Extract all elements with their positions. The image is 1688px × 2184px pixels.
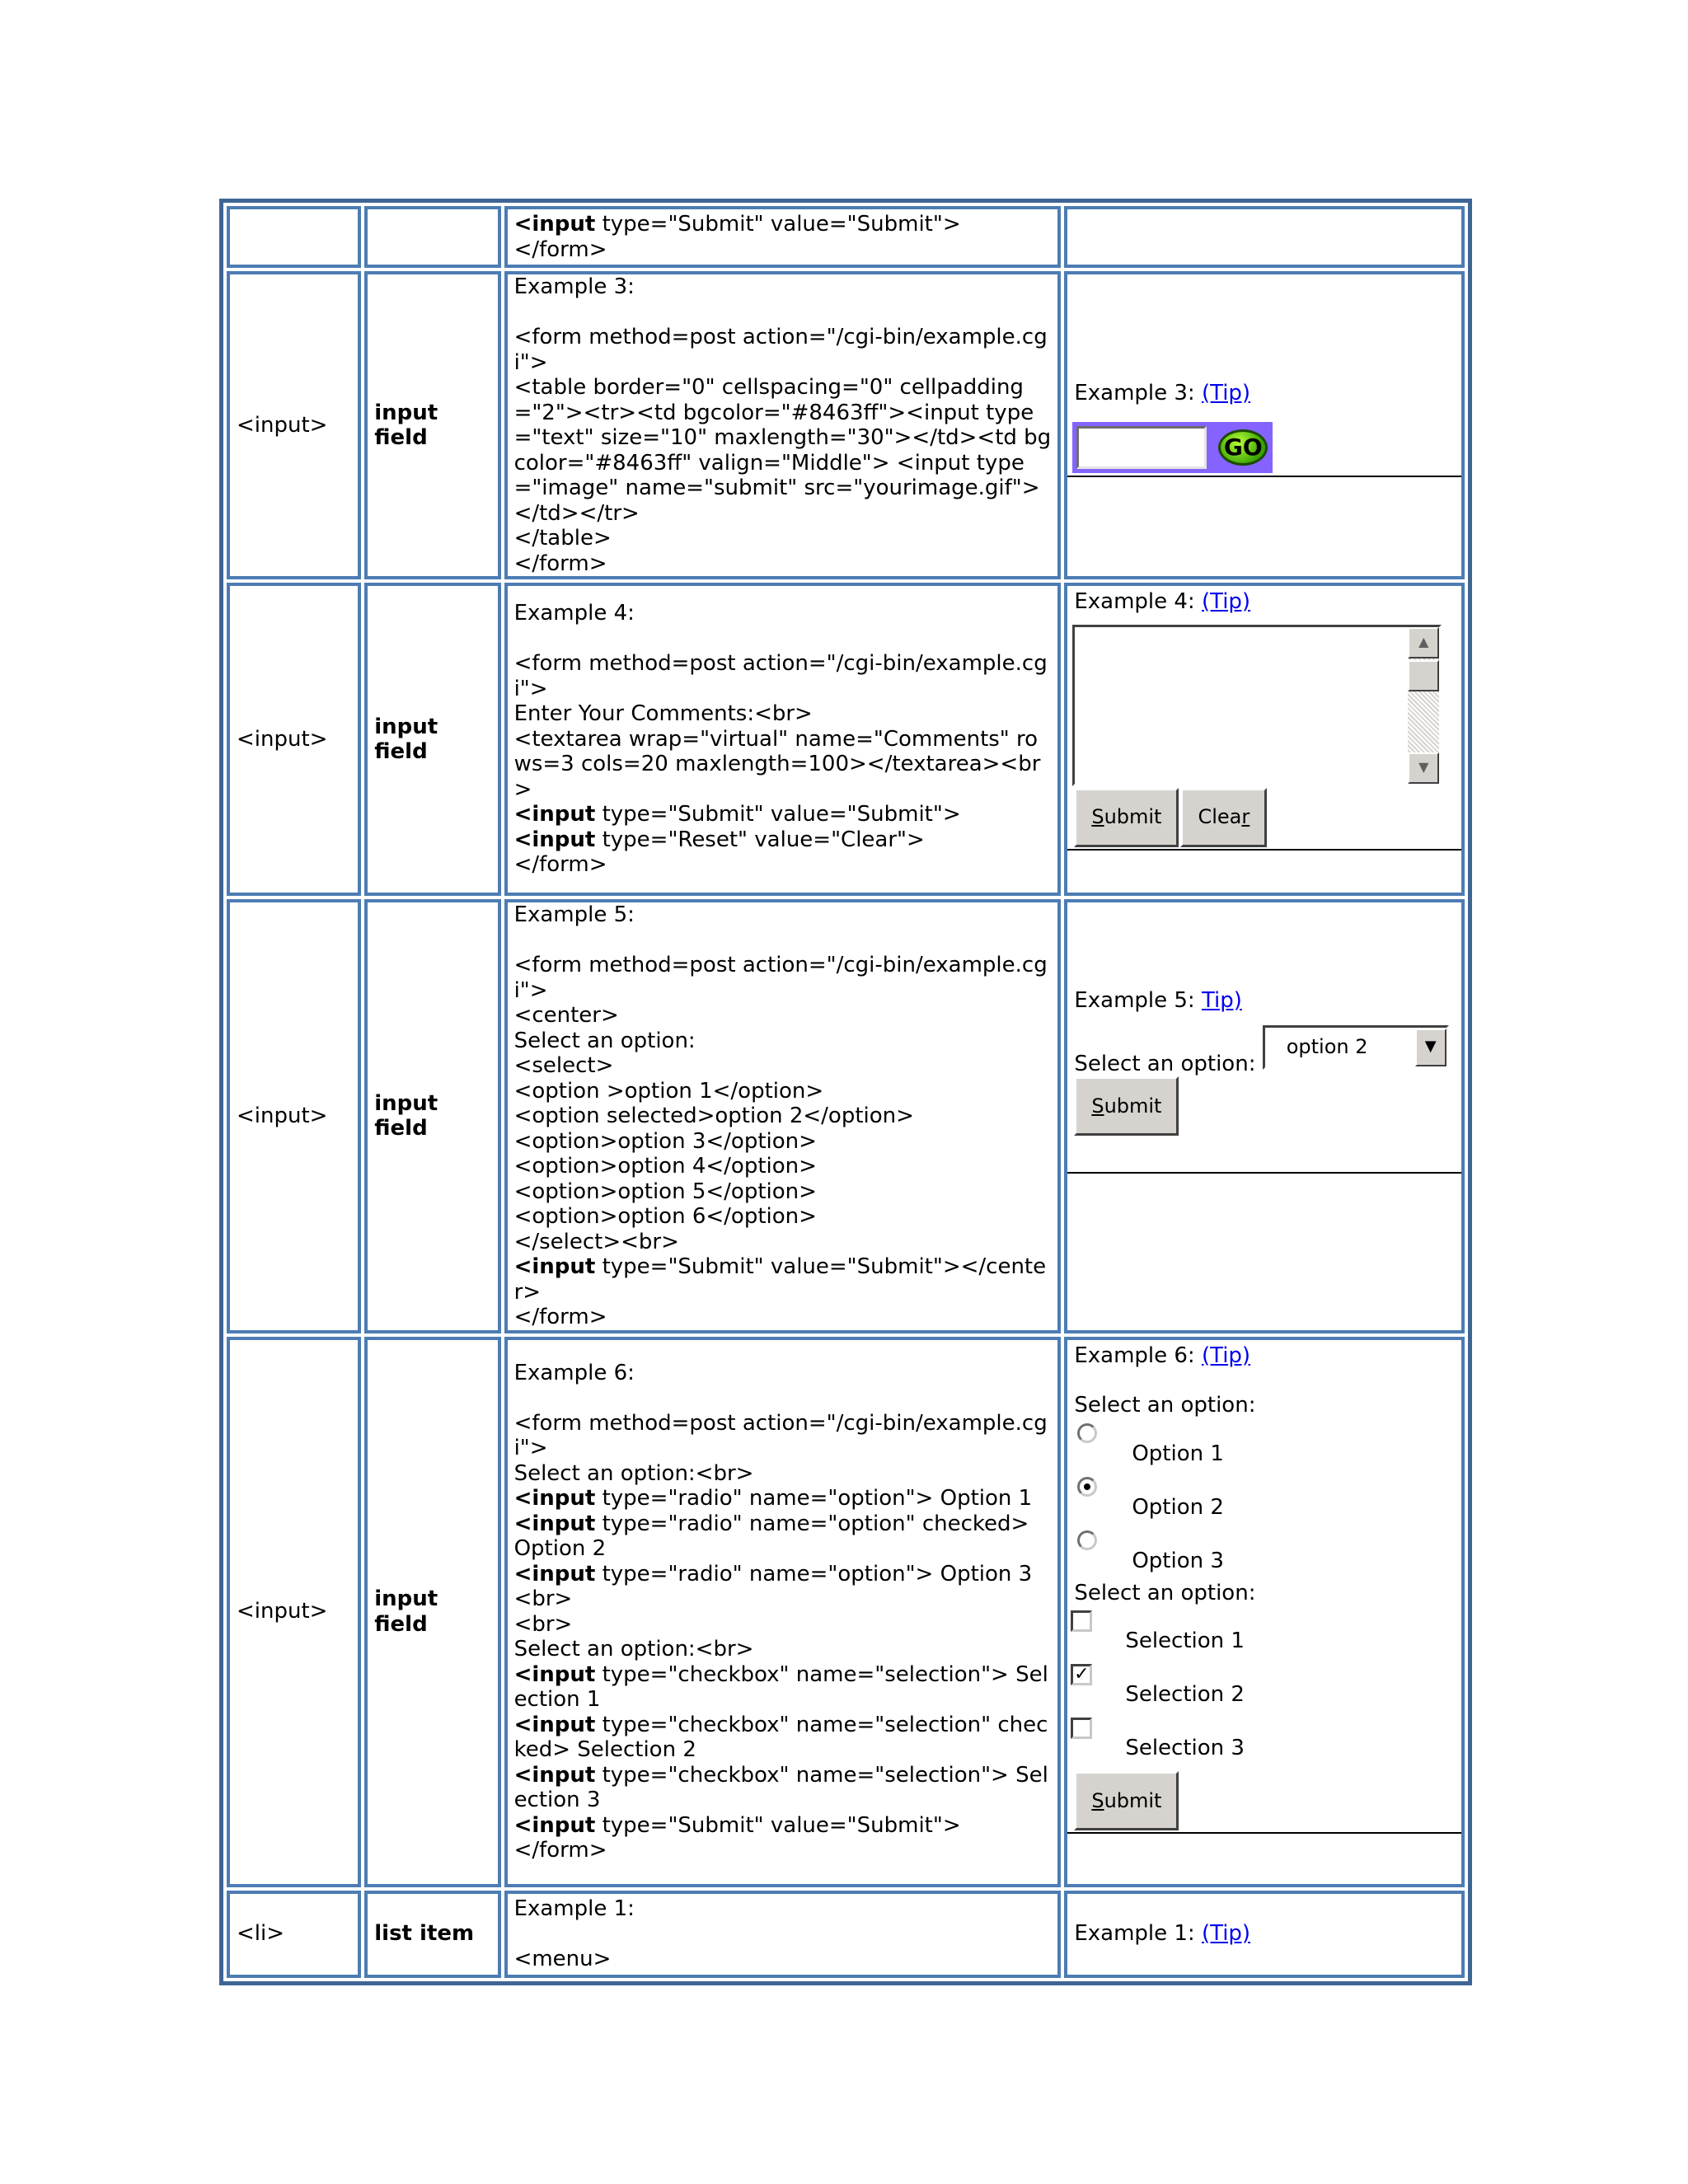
- code-line: [514, 1662, 1052, 1713]
- code-line: [514, 651, 1052, 701]
- selected-option: option 2: [1286, 1035, 1368, 1059]
- name-cell: [364, 583, 500, 896]
- table-row: [227, 271, 1465, 579]
- checkbox-group: [1067, 1610, 1461, 1771]
- submit-button[interactable]: [1074, 788, 1179, 847]
- example-label: Example 4:: [1074, 589, 1202, 614]
- code-text: Enter Your Comments:<br>: [513, 701, 813, 727]
- code-line: [514, 626, 1052, 652]
- code-text: type="checkbox" name="selection" checked> Selection 2: [513, 1712, 1048, 1762]
- tip-link[interactable]: (Tip): [1201, 589, 1251, 614]
- tag-text: <input>: [237, 1599, 328, 1624]
- code-keyword: <input: [513, 1812, 596, 1838]
- go-image-button[interactable]: [1218, 429, 1268, 466]
- code-text: <form method=post action="/cgi-bin/example.cgi">: [513, 651, 1048, 701]
- code-text: type="checkbox" name="selection"> Selection 3: [513, 1762, 1048, 1812]
- dropdown-arrow-icon[interactable]: ▼: [1415, 1029, 1447, 1066]
- radio-button[interactable]: [1077, 1530, 1097, 1550]
- name-cell: [364, 206, 500, 268]
- code-text: <option selected>option 2</option>: [513, 1104, 914, 1128]
- radio-option[interactable]: [1074, 1423, 1455, 1477]
- code-line: [514, 375, 1052, 526]
- radio-option[interactable]: [1074, 1477, 1455, 1530]
- example-label: Example 3:: [1074, 380, 1202, 405]
- code-text: <br>: [513, 1611, 573, 1637]
- select-label: Select an option:: [1074, 1051, 1256, 1076]
- code-cell: [504, 1891, 1062, 1978]
- checkbox[interactable]: [1071, 1718, 1092, 1739]
- checkbox-option[interactable]: [1067, 1664, 1461, 1718]
- code-text: type="radio" name="option"> Option 3: [595, 1561, 1033, 1586]
- html-reference-table: [219, 199, 1472, 1985]
- example-title: [1074, 988, 1455, 1014]
- table-row: [227, 1891, 1465, 1978]
- code-text: type="radio" name="option" checked> Option 2: [513, 1511, 1036, 1561]
- code-text: </form>: [513, 1305, 607, 1329]
- submit-label: ubmit: [1104, 805, 1162, 829]
- tag-cell: [227, 271, 361, 579]
- scroll-up-arrow-icon[interactable]: ▲: [1408, 627, 1439, 658]
- code-keyword: <input: [513, 1254, 596, 1279]
- code-line: [514, 1763, 1052, 1813]
- option-select[interactable]: [1263, 1025, 1449, 1070]
- code-text: Example 6:: [513, 1360, 635, 1385]
- name-cell: [364, 271, 500, 579]
- name-cell: [364, 1891, 500, 1978]
- code-text: <form method=post action="/cgi-bin/example.cgi">: [513, 953, 1048, 1003]
- code-text: <center>: [513, 1003, 619, 1028]
- code-line: [514, 1053, 1052, 1079]
- example-title: [1074, 381, 1455, 406]
- code-line: [514, 1713, 1052, 1763]
- code-text: </form>: [513, 1838, 607, 1863]
- tag-cell: [227, 899, 361, 1333]
- tag-cell: [227, 206, 361, 268]
- code-line: [514, 852, 1052, 878]
- code-line: [514, 1079, 1052, 1104]
- code-line: [514, 1154, 1052, 1179]
- code-text: <option>option 4</option>: [513, 1154, 817, 1179]
- code-line: [514, 1104, 1052, 1129]
- code-keyword: <input: [513, 212, 596, 237]
- go-label: GO: [1223, 433, 1263, 461]
- code-line: [514, 1896, 1052, 1922]
- code-text: type="radio" name="option"> Option 1: [595, 1486, 1033, 1511]
- code-text: <form method=post action="/cgi-bin/example.cgi">: [513, 325, 1048, 375]
- checkbox-option[interactable]: [1067, 1718, 1461, 1771]
- code-text: </form>: [513, 852, 607, 878]
- tag-text: <input>: [237, 1104, 328, 1128]
- table-row: [227, 899, 1465, 1333]
- submit-label: ubmit: [1104, 1094, 1162, 1118]
- code-line: [514, 1385, 1052, 1411]
- code-text: </table>: [513, 526, 612, 551]
- scroll-down-arrow-icon[interactable]: ▼: [1408, 752, 1439, 784]
- code-text: type="Submit" value="Submit"></center>: [513, 1254, 1047, 1305]
- comments-textarea[interactable]: [1072, 625, 1442, 786]
- code-text: <option >option 1</option>: [513, 1078, 824, 1104]
- code-text: type="Submit" value="Submit">: [595, 212, 961, 237]
- code-text: type="Submit" value="Submit">: [595, 1812, 961, 1838]
- code-block: [514, 1896, 1052, 1972]
- demo-cell: [1064, 1337, 1465, 1887]
- clear-label: Clea: [1198, 805, 1242, 829]
- code-line: [514, 237, 1052, 263]
- code-line: [514, 1003, 1052, 1029]
- radio-label: Option 1: [1132, 1441, 1224, 1466]
- tip-link[interactable]: (Tip): [1201, 380, 1251, 405]
- code-keyword: <input: [513, 1486, 596, 1511]
- radio-group: [1074, 1423, 1455, 1584]
- code-keyword: <input: [513, 1712, 596, 1737]
- scroll-thumb[interactable]: [1408, 660, 1439, 691]
- code-text: type="Reset" value="Clear">: [595, 827, 925, 852]
- code-text: <br>: [513, 1586, 573, 1611]
- checkbox[interactable]: [1071, 1610, 1092, 1632]
- radio-label: Option 2: [1132, 1494, 1224, 1520]
- code-block: [514, 902, 1052, 1330]
- clear-accesskey: r: [1241, 805, 1250, 829]
- code-text: Example 1:: [513, 1896, 635, 1921]
- radio-option[interactable]: [1074, 1530, 1455, 1584]
- code-keyword: <input: [513, 1561, 596, 1586]
- code-line: [514, 1838, 1052, 1863]
- code-line: [514, 802, 1052, 827]
- checkbox-label: Selection 2: [1125, 1682, 1245, 1707]
- code-text: Select an option:: [513, 1028, 696, 1053]
- code-line: [514, 1129, 1052, 1155]
- demo-cell: [1064, 1891, 1465, 1978]
- code-line: [514, 526, 1052, 551]
- code-line: [514, 1612, 1052, 1638]
- code-line: [514, 701, 1052, 727]
- code-line: [514, 1586, 1052, 1612]
- code-line: [514, 1204, 1052, 1230]
- tag-name: list item: [374, 1921, 475, 1947]
- submit-button[interactable]: [1074, 1771, 1179, 1830]
- code-text: Example 3:: [513, 274, 635, 299]
- code-text: Select an option:<br>: [513, 1637, 754, 1661]
- code-line: [514, 1947, 1052, 1972]
- code-text: <select>: [513, 1053, 614, 1078]
- tip-link[interactable]: (Tip): [1201, 1921, 1251, 1947]
- name-cell: [364, 899, 500, 1333]
- code-text: </select><br>: [513, 1229, 679, 1254]
- code-cell: [504, 271, 1062, 579]
- tag-cell: [227, 583, 361, 896]
- code-text: <form method=post action="/cgi-bin/example.cgi">: [513, 1410, 1048, 1460]
- example-title: [1074, 1343, 1455, 1369]
- code-line: [514, 1411, 1052, 1461]
- submit-accesskey: S: [1091, 1788, 1104, 1812]
- checkbox-group-label: Select an option:: [1074, 1580, 1256, 1605]
- tip-link[interactable]: Tip): [1201, 988, 1242, 1013]
- example-label: Example 6:: [1074, 1343, 1202, 1368]
- demo-cell: [1064, 899, 1465, 1333]
- table-row: [227, 206, 1465, 268]
- radio-button[interactable]: [1077, 1477, 1097, 1497]
- tag-name: input field: [374, 1090, 438, 1141]
- code-text: type="checkbox" name="selection"> Selection 1: [513, 1661, 1048, 1712]
- code-keyword: <input: [513, 1661, 596, 1687]
- code-line: [514, 1305, 1052, 1330]
- code-text: Example 5:: [513, 902, 635, 927]
- code-line: [514, 1029, 1052, 1054]
- code-line: [514, 1511, 1052, 1562]
- checkbox-label: Selection 3: [1125, 1736, 1245, 1760]
- radio-button[interactable]: [1077, 1423, 1097, 1443]
- code-keyword: <input: [513, 827, 596, 852]
- code-line: [514, 325, 1052, 375]
- tag-text: <li>: [237, 1921, 285, 1947]
- code-keyword: <input: [513, 1511, 596, 1536]
- code-cell: [504, 206, 1062, 268]
- code-line: [514, 1921, 1052, 1947]
- code-keyword: <input: [513, 802, 596, 827]
- code-line: [514, 902, 1052, 928]
- code-cell: [504, 899, 1062, 1333]
- submit-label: ubmit: [1104, 1788, 1162, 1812]
- code-cell: [504, 1337, 1062, 1887]
- code-text: <option>option 3</option>: [513, 1128, 817, 1154]
- code-line: [514, 1562, 1052, 1587]
- code-block: [514, 601, 1052, 878]
- code-line: [514, 601, 1052, 626]
- tip-link[interactable]: (Tip): [1201, 1343, 1251, 1368]
- code-line: [514, 928, 1052, 954]
- tag-cell: [227, 1337, 361, 1887]
- name-cell: [364, 1337, 500, 1887]
- code-line: [514, 953, 1052, 1003]
- submit-accesskey: S: [1091, 1094, 1104, 1118]
- code-line: [514, 827, 1052, 853]
- code-line: [514, 1486, 1052, 1511]
- code-text: </form>: [513, 551, 607, 576]
- tag-name: input field: [374, 400, 438, 450]
- demo-cell: [1064, 206, 1465, 268]
- code-line: [514, 1461, 1052, 1487]
- submit-accesskey: S: [1091, 805, 1104, 829]
- tag-name: input field: [374, 1586, 438, 1637]
- code-text: <table border="0" cellspacing="0" cellpadding="2"><tr><td bgcolor="#8463ff"><input type="text" size="10" maxlength="30"></td><td bgcolor="#8463ff" valign="Middle"> <input type="image" name="submit" src="yourimage.gif"></td></tr>: [513, 375, 1052, 526]
- checkbox-label: Selection 1: [1125, 1629, 1245, 1653]
- code-line: [514, 300, 1052, 326]
- code-text: </form>: [513, 237, 607, 262]
- table-row: [227, 1337, 1465, 1887]
- example-title: [1074, 589, 1455, 615]
- code-line: [514, 1637, 1052, 1662]
- radio-label: Option 3: [1132, 1548, 1224, 1573]
- demo-cell: [1064, 271, 1465, 579]
- code-line: [514, 274, 1052, 300]
- example-label: Example 1:: [1074, 1921, 1202, 1947]
- textarea-scrollbar[interactable]: [1408, 627, 1439, 784]
- code-line: [514, 551, 1052, 577]
- code-block: [514, 212, 1052, 262]
- code-text: <textarea wrap="virtual" name="Comments" rows=3 cols=20 maxlength=100></textarea><br>: [513, 726, 1041, 802]
- code-line: [514, 212, 1052, 237]
- table-row: [227, 583, 1465, 896]
- submit-button[interactable]: [1074, 1076, 1179, 1136]
- code-text: Example 4:: [513, 601, 635, 626]
- radio-group-label: Select an option:: [1074, 1393, 1256, 1418]
- code-text: <option>option 6</option>: [513, 1204, 817, 1229]
- code-line: [514, 1179, 1052, 1205]
- code-line: [514, 727, 1052, 803]
- example-label: Example 5:: [1074, 988, 1202, 1013]
- search-form: [1072, 422, 1273, 473]
- code-line: [514, 1254, 1052, 1305]
- code-line: [514, 1361, 1052, 1386]
- tag-cell: [227, 1891, 361, 1978]
- code-text: Select an option:<br>: [513, 1460, 754, 1486]
- clear-button[interactable]: [1180, 788, 1267, 847]
- code-line: [514, 1813, 1052, 1839]
- code-keyword: <input: [513, 1762, 596, 1788]
- tag-text: <input>: [237, 726, 328, 752]
- checkbox-option[interactable]: [1067, 1610, 1461, 1664]
- search-input[interactable]: [1076, 426, 1207, 469]
- code-block: [514, 274, 1052, 576]
- demo-cell: [1064, 583, 1465, 896]
- code-text: <option>option 5</option>: [513, 1179, 817, 1204]
- checkbox[interactable]: ✓: [1071, 1664, 1092, 1685]
- code-text: <menu>: [513, 1946, 612, 1971]
- tag-text: <input>: [237, 412, 328, 438]
- tag-name: input field: [374, 714, 438, 764]
- code-block: [514, 1361, 1052, 1863]
- code-text: type="Submit" value="Submit">: [595, 802, 961, 827]
- code-cell: [504, 583, 1062, 896]
- code-line: [514, 1230, 1052, 1255]
